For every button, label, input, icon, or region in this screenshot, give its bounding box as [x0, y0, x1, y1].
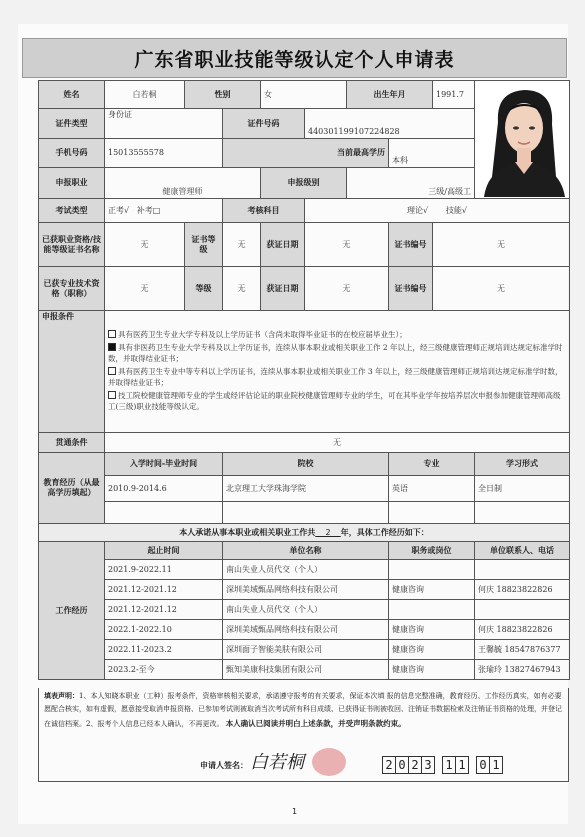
edu-header-school: 院校 [223, 453, 389, 476]
prev-cert-no-label: 证书编号 [389, 223, 433, 267]
date-digit: 3 [421, 756, 435, 774]
exam-subject-label: 考核科目 [223, 199, 305, 223]
id-no-label: 证件号码 [223, 109, 305, 139]
condition-item: 具有医药卫生专业中等专科以上学历证书，连续从事本职业或相关职业工作 3 年以上，经三级健康管理师正规培训达规定标准学时数，并取得结业证书； [108, 367, 563, 387]
edu-header-major: 专业 [389, 453, 475, 476]
pro-title-level-label: 等级 [185, 267, 223, 311]
date-digit: 1 [455, 756, 469, 774]
edu-time: 2010.9-2014.6 [105, 476, 223, 502]
pro-title-date-label: 获证日期 [261, 267, 305, 311]
edu-header-time: 入学时间-毕业时间 [105, 453, 223, 476]
sign-label: 申请人签名： [200, 761, 248, 770]
pro-title-no-label: 证书编号 [389, 267, 433, 311]
date-digit: 2 [382, 756, 396, 774]
id-type-value: 身份证 [105, 109, 223, 139]
checkbox-icon [108, 367, 116, 375]
checkbox-icon [108, 391, 116, 399]
condition-item: 技工院校健康管理师专业的学生或经评估论证的职业院校健康管理师专业的学生，可在其毕业学年按培养层次申报参加健康管理师高级工(三级)职业技能等级认定。 [108, 390, 561, 411]
edu-label: 当前最高学历 [223, 138, 389, 168]
exam-subject-opt1: 理论 [406, 205, 423, 215]
level-value: 三级/高级工 [347, 168, 475, 199]
pro-title-level: 无 [223, 267, 261, 311]
table-row: 2021.12-2021.12 南山失业人员代交（个人） [39, 600, 570, 620]
declaration-confirm: 本人确认已阅读并明白上述条款，并受声明条款约束。 [225, 718, 406, 728]
occupation-label: 申报职业 [39, 168, 105, 199]
prev-cert-name: 无 [105, 223, 185, 267]
edu-major: 英语 [389, 476, 475, 502]
declaration-label: 填表声明： [44, 692, 79, 700]
checked-checkbox-icon [108, 343, 116, 351]
condition-item: 具有医药卫生专业大学专科及以上学历证书（含尚未取得毕业证书的在校应届毕业生）； [108, 330, 566, 341]
pro-title-label: 已获专业技术资格（职称） [39, 267, 105, 311]
page-number: 1 [292, 807, 298, 816]
id-type-label: 证件类型 [39, 109, 105, 139]
edu-school: 北京理工大学珠海学院 [223, 476, 389, 502]
checkbox-icon [108, 330, 116, 338]
name-label: 姓名 [39, 81, 105, 109]
prev-cert-no: 无 [433, 223, 570, 267]
occupation-value: 健康管理师 [105, 168, 261, 199]
exam-subject-opt1-mark: √ [422, 205, 429, 215]
application-form-table [38, 80, 570, 680]
prev-cert-level-label: 证书等级 [185, 223, 223, 267]
birth-value: 1991.7 [433, 81, 475, 109]
id-no-value: 440301199107224828 [305, 109, 475, 139]
prev-cert-label: 已获职业资格/技能等级证书名称 [39, 223, 105, 267]
date-digit: 0 [476, 756, 490, 774]
work-header-company: 单位名称 [223, 542, 389, 560]
table-row: 2022.11-2023.2 深圳面子智能美肤有限公司 健康咨询 王馨毓 18547876377 [39, 640, 570, 660]
level-label: 申报级别 [261, 168, 347, 199]
prev-cert-date-label: 获证日期 [261, 223, 305, 267]
date-digit: 0 [395, 756, 409, 774]
prev-cert-level: 无 [223, 223, 261, 267]
exam-type-label: 考试类型 [39, 199, 105, 223]
table-row: 2023.2-至今 甄知美康科技集团有限公司 健康咨询 张瑜玲 13827467943 [39, 660, 570, 680]
education-label: 教育经历（从最高学历填起） [39, 453, 105, 524]
gender-value: 女 [261, 81, 347, 109]
date-digit: 2 [408, 756, 422, 774]
table-row: 2021.12-2021.12 深圳美域甄品网络科技有限公司 健康咨询 何庆 18823822826 [39, 580, 570, 600]
path-label: 贯通条件 [39, 433, 105, 453]
conditions-list [105, 311, 570, 433]
condition-item: 具有非医药卫生专业大学专科及以上学历证书，连续从事本职业或相关职业工作 2 年以上，经三级健康管理师正规培训达规定标准学时数，并取得结业证书； [108, 343, 563, 364]
form-title: 广东省职业技能等级认定个人申请表 [22, 38, 567, 78]
pro-title-no: 无 [433, 267, 570, 311]
exam-type-opt2: 补考 [136, 205, 153, 215]
table-row: 2021.9-2022.11 南山失业人员代交（个人） [39, 560, 570, 580]
conditions-label: 申报条件 [39, 311, 105, 433]
fingerprint-stamp [312, 748, 346, 776]
exam-type-opt1-mark: √ [124, 205, 130, 215]
path-value: 无 [105, 433, 570, 453]
work-header-position: 职务或岗位 [389, 542, 475, 560]
work-header-time: 起止时间 [105, 542, 223, 560]
edu-header-mode: 学习形式 [475, 453, 570, 476]
declaration-text: 1、本人知晓本职业（工种）报考条件，资格审核相关要求，承诺遵守报考的有关要求，保证本次填 报的信息完整准确，教育经历、工作经历真实，如有必要愿配合核实，如有虚假，愿意接受取消申报资格、已参加考试则被取消当次考试所有科目成绩、已获得证书则被收回、注销证书数据检索及注销证书资格的处理，并登记在诚信档案。2、报考个人信息已经本人确认，不再更改。 [44, 692, 562, 728]
pro-title-date: 无 [305, 267, 389, 311]
prev-cert-date: 无 [305, 223, 389, 267]
work-header-contact: 单位联系人、电话 [475, 542, 570, 560]
applicant-photo [475, 81, 570, 199]
name-value: 白若桐 [105, 81, 185, 109]
exam-subject-opt2-mark: √ [461, 205, 468, 215]
gender-label: 性别 [185, 81, 261, 109]
table-row: 2022.1-2022.10 深圳美域甄品网络科技有限公司 健康咨询 何庆 18823822826 [39, 620, 570, 640]
exam-type-options [105, 199, 223, 223]
date-digit: 1 [489, 756, 503, 774]
phone-value: 15013555578 [105, 138, 223, 168]
exam-subject-options [305, 199, 570, 223]
birth-label: 出生年月 [347, 81, 433, 109]
exam-type-opt1: 正考 [108, 205, 124, 215]
pro-title-name: 无 [105, 267, 185, 311]
date-digit: 1 [442, 756, 456, 774]
edu-value: 本科 [389, 138, 475, 168]
phone-label: 手机号码 [39, 138, 105, 168]
work-label: 工作经历 [39, 542, 105, 680]
commitment-line: 本人承诺从事本职业或相关职业工作共 2 年，具体工作经历如下： [39, 524, 570, 542]
exam-subject-opt2: 技能 [445, 205, 462, 215]
edu-mode: 全日制 [475, 476, 570, 502]
exam-type-opt2-mark: □ [152, 205, 161, 215]
signature: 白若桐 [250, 752, 304, 773]
